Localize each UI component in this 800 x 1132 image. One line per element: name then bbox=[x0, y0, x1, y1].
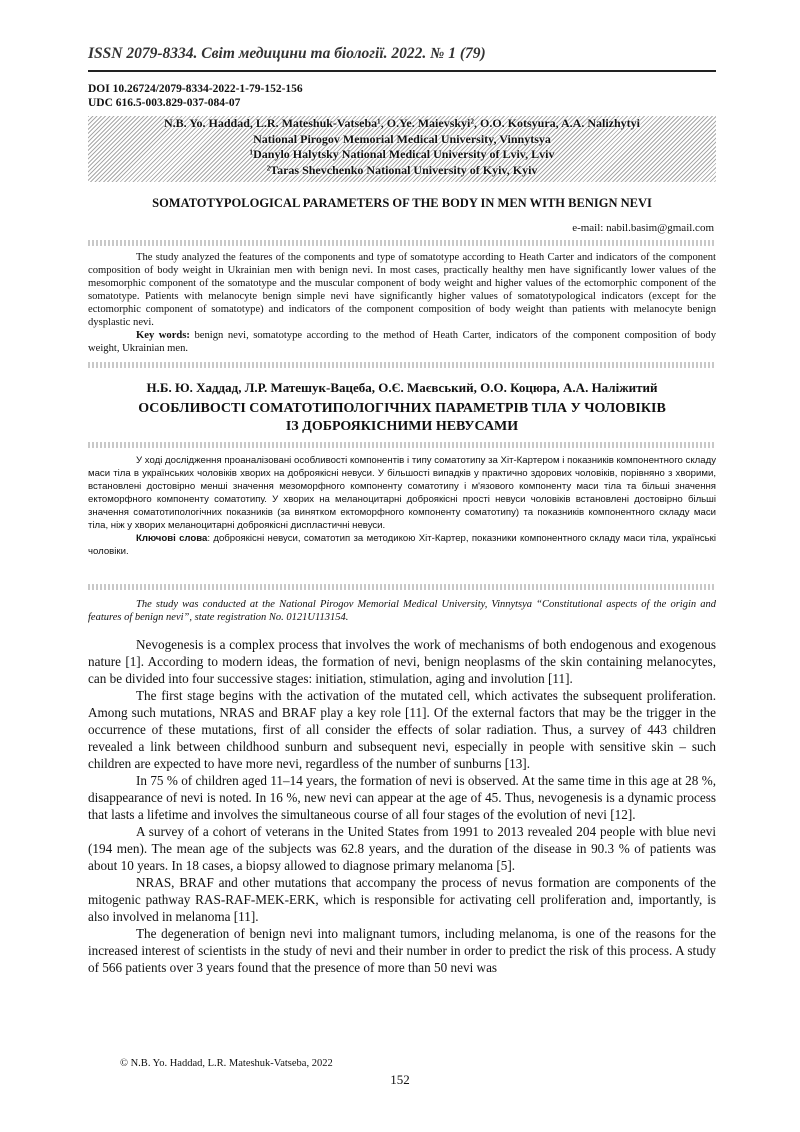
abstract-en-text: The study analyzed the features of the components and type of somatotype according to Heath Carter and indicators of the component composition of body weight in Ukrainian men with benign nevi. In most cases, practically healthy men have significantly lower values of the mesomorphic component of the somatotype and the muscular component of body weight and higher values of the ectomorphic component of the somatotype. Patients with melanocyte benign simple nevi have significantly higher values of somatotypological indicators (except for the ectomorphic component of somatotype) and indicators of the component composition of body weight than patients with melanocyte benign dysplastic nevi. bbox=[88, 252, 716, 328]
affiliation-3: ²Taras Shevchenko National University of Kyiv, Kyiv bbox=[266, 162, 538, 177]
body-paragraph-4: A survey of a cohort of veterans in the United States from 1991 to 2013 revealed 204 people with blue nevi (194 men). The mean age of the subjects was 62.8 years, and the duration of the disease in 90.3 % of patients was about 10 years. In 18 cases, a biopsy allowed to diagnose primary melanoma [5]. bbox=[88, 824, 716, 873]
article-title-en: SOMATOTYPOLOGICAL PARAMETERS OF THE BODY IN MEN WITH BENIGN NEVI bbox=[152, 196, 652, 210]
journal-running-header: ISSN 2079-8334. Світ медицини та біології. 2022. № 1 (79) bbox=[88, 44, 716, 72]
affiliation-2: ¹Danylo Halytsky National Medical University of Lviv, Lviv bbox=[249, 147, 555, 161]
body-paragraph-1: Nevogenesis is a complex process that involves the work of mechanisms of both endogenous and exogenous nature [1]. According to modern ideas, the formation of nevi, benign neoplasms of the skin containing melanocytes, can be divided into four successive stages: initiation, stimulation, aging and involution [11]. bbox=[88, 637, 716, 686]
page-number: 152 bbox=[390, 1072, 410, 1087]
abstract-en bbox=[88, 251, 716, 355]
doi: DOI 10.26724/2079-8334-2022-1-79-152-156 bbox=[88, 83, 303, 95]
udc: UDC 616.5-003.829-037-084-07 bbox=[88, 97, 241, 109]
article-body bbox=[88, 636, 716, 976]
author-names-en: N.B. Yo. Haddad, L.R. Mateshuk-Vatseba¹, O.Ye. Maievskyi², O.O. Kotsyura, A.A. Nalizhytyi bbox=[163, 116, 640, 130]
body-paragraph-5: NRAS, BRAF and other mutations that accompany the process of nevus formation are components of the mitogenic pathway RAS-RAF-MEK-ERK, which is responsible for activating cell proliferation and, importantly, is also involved in melanoma [11]. bbox=[88, 875, 716, 924]
copyright-footer: © N.B. Yo. Haddad, L.R. Mateshuk-Vatseba, 2022 bbox=[120, 1058, 333, 1069]
keywords-ua bbox=[88, 532, 716, 558]
body-paragraph-3: In 75 % of children aged 11–14 years, the formation of nevi is observed. At the same time in this age at 28 %, disappearance of nevi is noted. In 16 %, new nevi can appear at the age of 45. Thus, nevogenesis is a dynamic process that lasts a lifetime and involves the simultaneous course of all four stages of the evolution of nevi [12]. bbox=[88, 773, 716, 822]
body-paragraph-2: The first stage begins with the activation of the mutated cell, which activates the subsequent proliferation. Among such mutations, NRAS and BRAF play a key role [11]. Of the external factors that may be the trigger in the occurrence of these mutations, first of all consider the effects of solar radiation. Thus, a survey of 443 children revealed a link between childhood sunburn and subsequent nevi, especially in people with sensitive skin – such children are expected to have more nevi, regardless of the number of sunburns [13]. bbox=[88, 688, 716, 771]
keywords-ua-label: Ключові слова bbox=[136, 533, 208, 544]
divider-wave bbox=[88, 240, 716, 246]
divider-wave bbox=[88, 584, 716, 590]
author-names-ua: Н.Б. Ю. Хаддад, Л.Р. Матешук-Вацеба, О.Є. Маєвський, О.О. Коцюра, А.А. Наліжитий bbox=[146, 380, 658, 395]
doi-udc-block bbox=[88, 82, 303, 110]
title-ua-line-1: ОСОБЛИВОСТІ СОМАТОТИПОЛОГІЧНИХ ПАРАМЕТРІВ ТІЛА У ЧОЛОВІКІВ bbox=[138, 401, 666, 416]
title-ua-line-2: ІЗ ДОБРОЯКІСНИМИ НЕВУСАМИ bbox=[285, 419, 519, 434]
keywords-ua-text: : доброякісні невуси, соматотип за методикою Хіт-Картер, показники компонентного складу маси тіла, українські чоловіки. bbox=[88, 533, 716, 557]
abstract-ua-text: У ході дослідження проаналізовані особливості компонентів і типу соматотипу за Хіт-Картером і показників компонентного складу маси тіла в українських чоловіків хворих на доброякісні невуси. У більшості випадків у практично здорових чоловіків, порівняно з хворими, встановлені достовірно менші значення мезоморфного компоненту соматотипу і м'язового компоненту маси тіла та більші значення ектоморфного компоненту соматотипу. У хворих на меланоцитарні доброякісні прості невуси чоловіків встановлені достовірно більші значення соматотипологічних показників (за винятком ектоморфного компоненту соматотипу) та показників компонентного складу маси тіла, ніж у хворих меланоцитарні доброякісні диспластичні невуси. bbox=[88, 455, 716, 531]
article-title-ua bbox=[88, 400, 716, 436]
abstract-ua bbox=[88, 454, 716, 558]
body-paragraph-6: The degeneration of benign nevi into malignant tumors, including melanoma, is one of the reasons for the increased interest of scientists in the study of nevi and their number in order to predict the risk of this process. A study of 566 patients over 3 years found that the presence of more than 50 nevi was bbox=[88, 926, 716, 975]
divider-wave bbox=[88, 442, 716, 448]
keywords-en-label: Key words: bbox=[136, 330, 190, 341]
keywords-en-text: benign nevi, somatotype according to the method of Heath Carter, indicators of the component composition of body weight, Ukrainian men. bbox=[88, 330, 716, 354]
divider-wave bbox=[88, 362, 716, 368]
authors-affiliations-box bbox=[88, 116, 716, 182]
keywords-en bbox=[88, 329, 716, 355]
author-email: e-mail: nabil.basim@gmail.com bbox=[572, 222, 714, 234]
affiliation-1: National Pirogov Memorial Medical University, Vinnytsya bbox=[253, 131, 551, 146]
funding-note: The study was conducted at the National Pirogov Memorial Medical University, Vinnytsya “Constitutional aspects of the origin and features of benign nevi”, state registration No. 0121U113154. bbox=[88, 599, 716, 623]
